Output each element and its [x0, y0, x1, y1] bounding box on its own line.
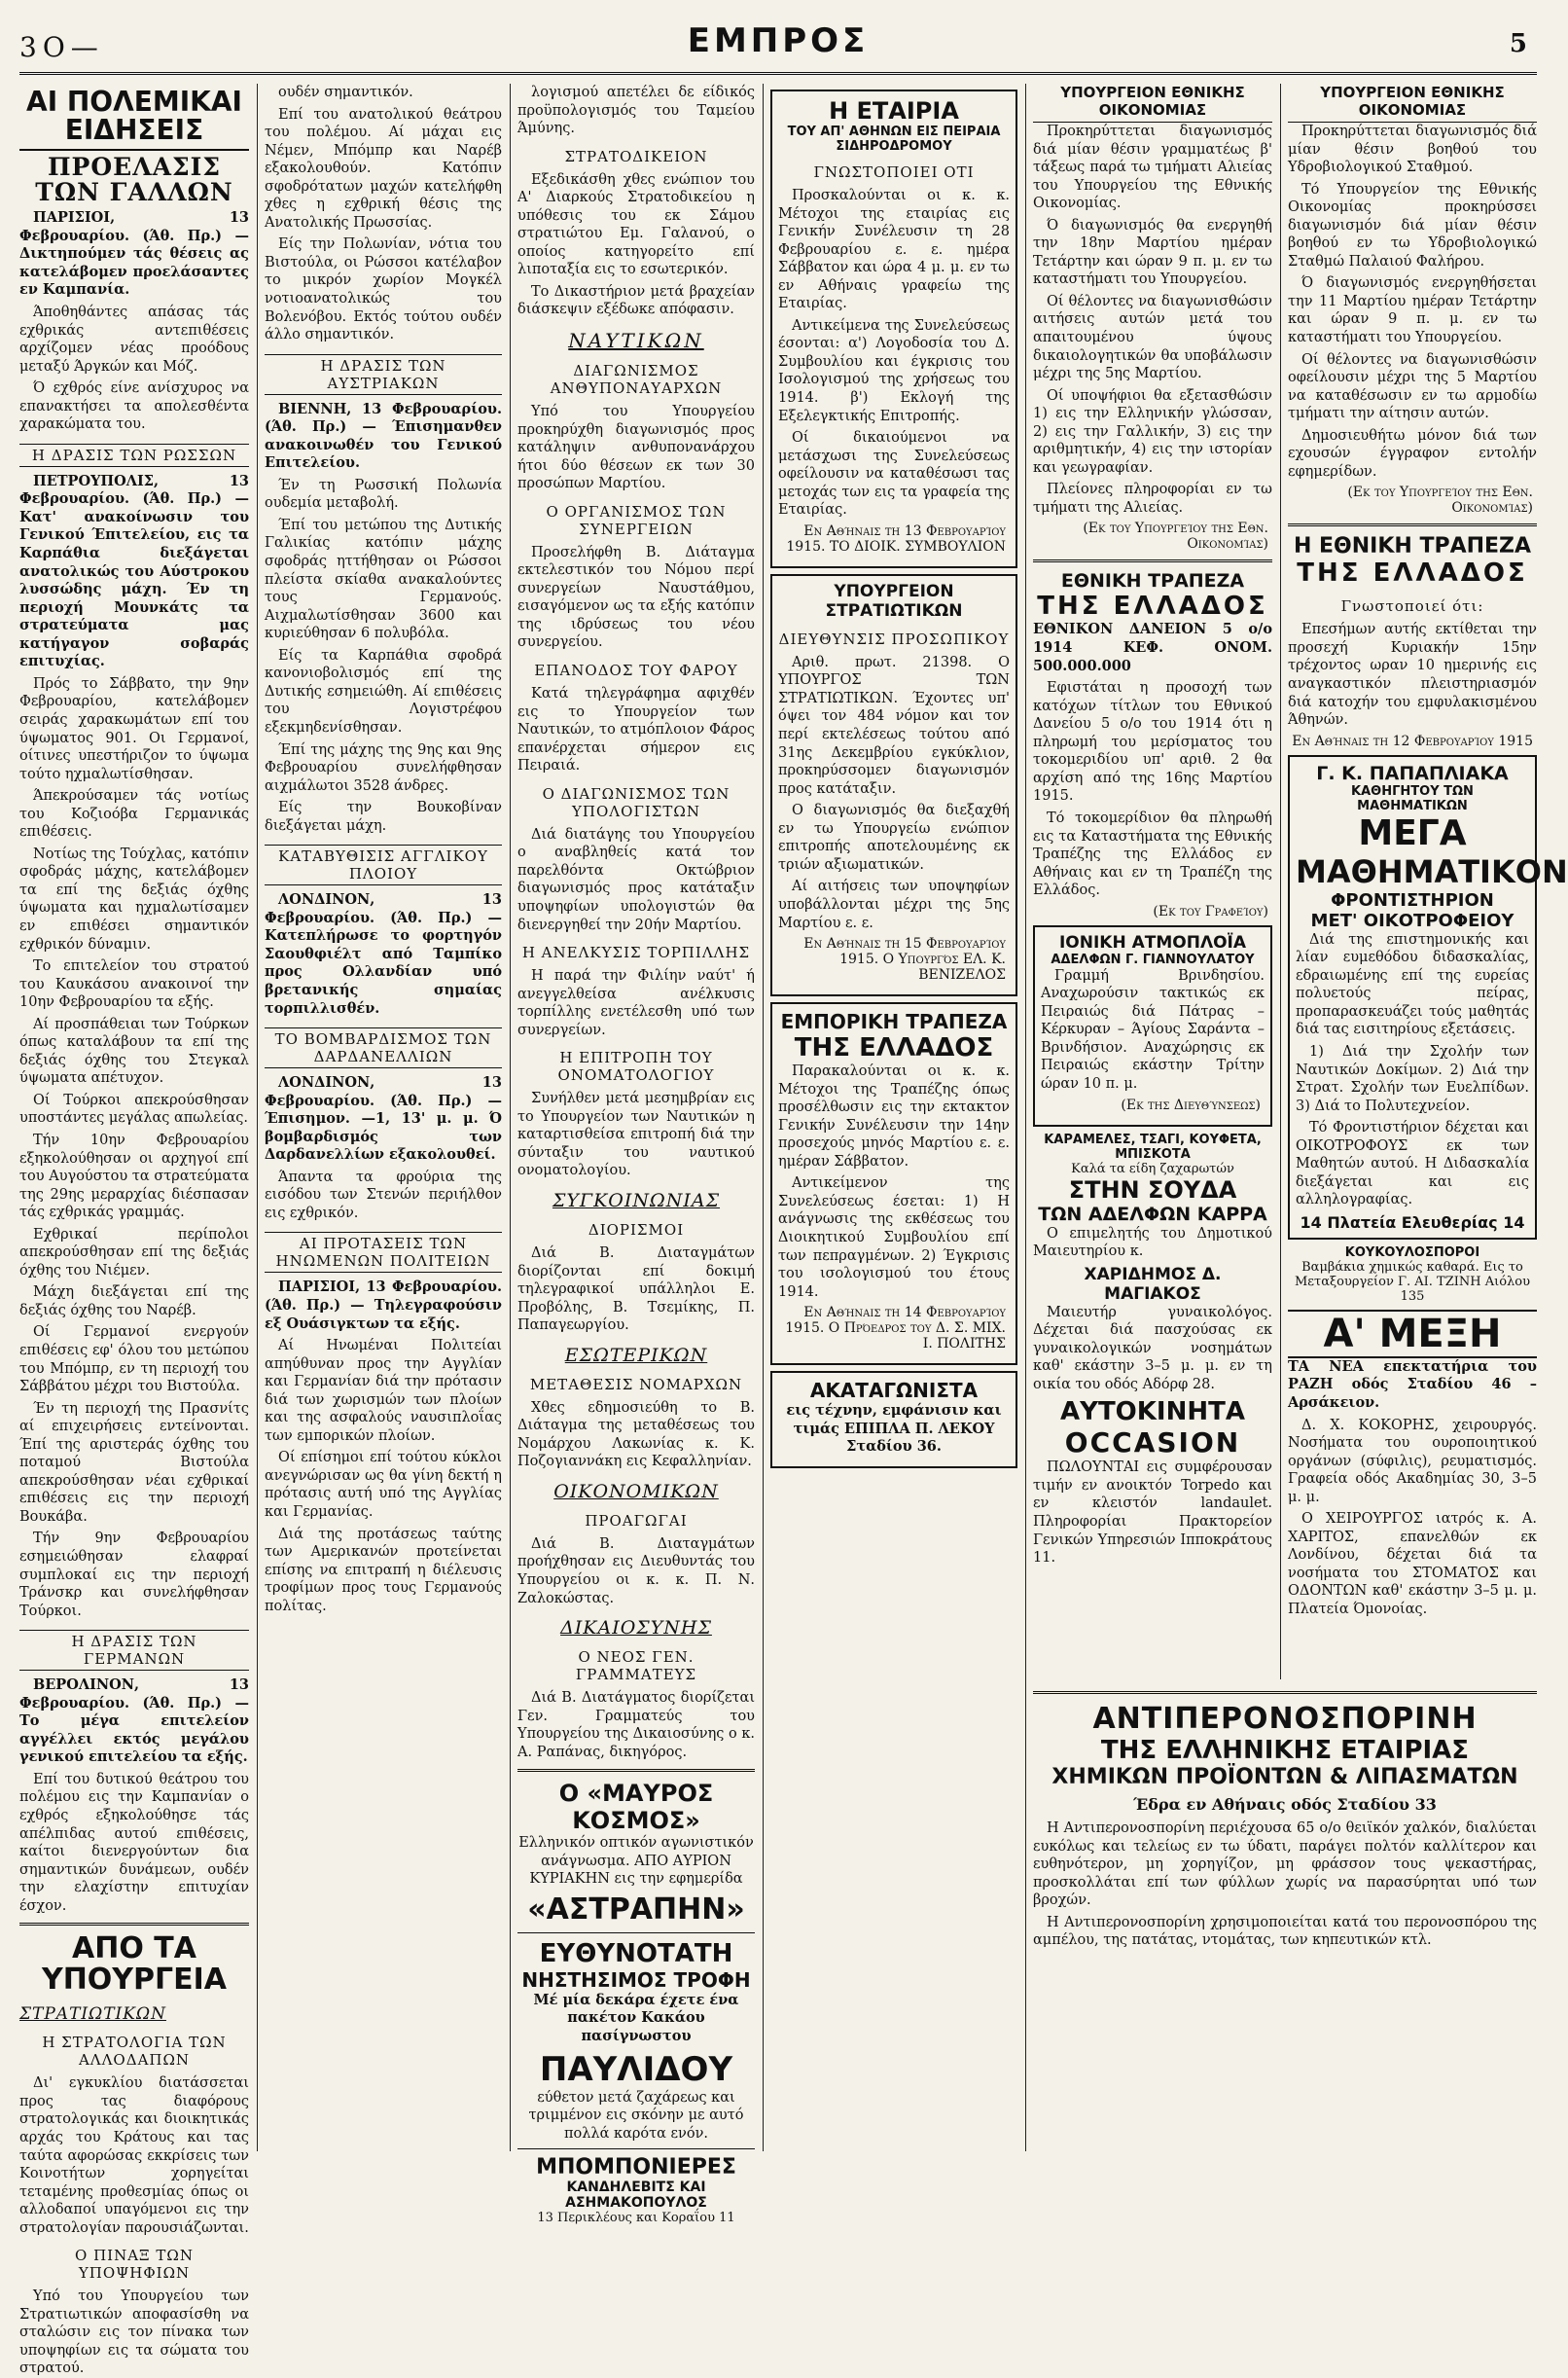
page-number: 5	[1509, 29, 1527, 58]
notice-paragraph: Αί αιτήσεις των υποψηφίων υποβάλλονται μέχρι της 5ης Μαρτίου ε. ε.	[778, 879, 1010, 931]
article-paragraph: Επί του ανατολικού θεάτρου του πολέμου. Αί μάχαι εις Νέμεν, Μπόμπρ και Ναρέβ εξακολουθούν. Κατόπιν σφοδρότατων μαχών κατελήφθη χθες η εχθρική θέσις της Ανατολικής Πρωσσίας.	[265, 106, 502, 231]
article-paragraph: Αί προσπάθειαι των Τούρκων όπως καταλάβουν τα επί της δεξιάς όχθης του Στεγκαλ ύψωματα απέτυχον.	[19, 1016, 249, 1087]
section-heading: Ο ΝΕΟΣ ΓΕΝ. ΓΡΑΜΜΑΤΕΥΣ	[575, 1648, 697, 1684]
notice-heading: ΔΙΕΥΘΥΝΣΙΣ ΠΡΟΣΩΠΙΚΟΥ	[778, 630, 1010, 648]
article-paragraph: Άπεκρούσαμεν τάς νοτίως του Κοζιοόβα Γερμανικάς επιθέσεις.	[19, 788, 249, 841]
article-paragraph: Οί Τούρκοι απεκρούσθησαν υποστάντες μεγάλας απωλείας.	[19, 1092, 249, 1127]
notice-paragraph: Προκηρύττεται διαγωνισμός διά μίαν θέσιν γραμματέως β' τάξεως παρά τω τμήματι Αλιείας του Υπουργείου της Εθνικής Οικονομίας.	[1033, 124, 1272, 212]
notice-paragraph: Επεσήμων αυτής εκτίθεται την προσεχή Κυριακήν 15ην τρέχοντος ωραν 10 ημερινής εις αναγκαστικόν πλειστηριασμόν διά κατοχήν του εμφυλακισμένου Άθηνών.	[1288, 622, 1537, 729]
section-heading: ΕΠΑΝΟΔΟΣ ΤΟΥ ΦΑΡΟΥ	[534, 662, 738, 680]
ad-trofi-heading: ΕΥΘΥΝΟΤΑΤΗ	[539, 1938, 733, 1968]
article-paragraph: Εξεδικάσθη χθες ενώπιον του Α' Διαρκούς Στρατοδικείου η υπόθεσις του εκ Σάμου στρατιώτου Εμ. Γαλανού, ο οποίος κατηγορείτο επί λιποταξία εις το εσωτερικόν.	[517, 171, 755, 278]
column-rule	[257, 84, 258, 2151]
article-paragraph: Χθες εδημοσιεύθη το Β. Διάταγμα της μεταθέσεως του Νομάρχου Λακωνίας κ. Κ. Ποζογιαννάκη εις Κεφαλληνίαν.	[517, 1399, 755, 1470]
article-paragraph: Δι' εγκυκλίου διατάσσεται προς τας διαφόρους στρατολογικάς και διοικητικάς αρχάς του Κράτους και τας ταύτα αφορώσας εκκρίσεις των Κοινοτήτων χορηγείται τεταμένης προθεσμίας όπως οι αλλοδαποί υπαγόμενοι εις την στρατολογίαν παρουσιάζωνται.	[19, 2075, 249, 2236]
article-paragraph: Προσελήφθη Β. Διάταγμα εκτελεστικόν του Νόμου περί συνεργείων Ναυστάθμου, εισαγόμενον ως τα εξής κατόπιν της ιδρύσεως του νέου συνεργείου.	[517, 544, 755, 651]
ad-title: ΑΝΤΙΠΕΡΟΝΟΣΠΟΡΙΝΗ	[1092, 1702, 1478, 1736]
notice-heading: Γνωστοποιεί ότι:	[1340, 597, 1484, 616]
section-heading: Ο ΔΙΑΓΩΝΙΣΜΟΣ ΤΩΝ ΥΠΟΛΟΓΙΣΤΩΝ	[542, 784, 731, 820]
notice-title: Η ΕΤΑΙΡΙΑ	[829, 97, 959, 125]
column-rule	[510, 84, 511, 2151]
ad-text: Η Αντιπερονοσπορίνη περιέχουσα 65 ο/ο θειϊκόν χαλκόν, διαλύεται ευκόλως και τελείως εν τω ύδατι, παράγει πολτόν καλλίτερον και ευθηνότερον, μη χορηγίζον, μη φράσσον τους ψεκαστήρας, προσκολλάται επί των φύλλων χωρίς να παρασύρηται υπό των βροχών.	[1033, 1820, 1537, 1909]
notice-title: ΥΠΟΥΡΓΕΙΟΝ ΕΘΝΙΚΗΣ ΟΙΚΟΝΟΜΙΑΣ	[1033, 84, 1272, 123]
article-paragraph: Έν τη Ρωσσική Πολωνία ουδεμία μεταβολή.	[265, 477, 502, 512]
article-paragraph: ΒΕΡΟΛΙΝΟΝ, 13 Φεβρουαρίου. (Άθ. Πρ.) — Το μέγα επιτελείον αγγέλλει εκτός μεγάλου γενικού επιτελείου τα εξής.	[19, 1676, 249, 1766]
ad-title: ΤΗΣ ΕΛΛΗΝΙΚΗΣ ΕΤΑΙΡΙΑΣ	[1100, 1736, 1470, 1765]
ad-text: ΠΩΛΟΥΝΤΑΙ εις συμφέρουσαν τιμήν εν ανοικτόν Torpedo και εν κλειστόν landaulet. Πληροφορίαι Πρακτορείον Γενικών Υπηρεσιών Ιπποκράτους 11.	[1033, 1459, 1272, 1567]
section-heading: Η ΕΠΙΤΡΟΠΗ ΤΟΥ ΟΝΟΜΑΤΟΛΟΓΙΟΥ	[557, 1049, 715, 1085]
ad-text: Ο ΧΕΙΡΟΥΡΓΟΣ ιατρός κ. Α. ΧΑΡΙΤΟΣ, επανελθών εκ Λονδίνου, δέχεται διά τα νοσήματα του ΣΤΟΜΑΤΟΣ και ΟΔΟΝΤΩΝ καθ' εκάστην 3–5 μ. μ. Πλατεία Όμονοίας.	[1288, 1511, 1537, 1617]
section-heading: ΤΟ ΒΟΜΒΑΡΔΙΣΜΟΣ ΤΩΝ ΔΑΡΔΑΝΕΛΛΙΩΝ	[265, 1027, 502, 1068]
notice-paragraph: Οί θέλοντες να διαγωνισθώσιν αιτήσεις αυτών μετά του απαιτουμένου ύψους δικαιολογητικών θα υποβάλωσιν μέχρι της 5ης Μαρτίου.	[1033, 293, 1272, 382]
ad-title: Γ. Κ. ΠΑΠΑΠΛΙΑΚΑ	[1316, 762, 1509, 784]
notice-paragraph: Αριθ. πρωτ. 21398. Ο ΥΠΟΥΡΓΟΣ ΤΩΝ ΣΤΡΑΤΙΩΤΙΚΩΝ. Έχοντες υπ' όψει τον 484 νόμον και τον περί εκτελέσεως τούτου από 31ης Δεκεμβρίου εγκύκλιον, προκηρύσσομεν διαγωνισμόν προς κατάταξιν.	[778, 654, 1010, 797]
notice-paragraph: Προκηρύττεται διαγωνισμός διά μίαν θέσιν βοηθού του Υδροβιολογικού Σταθμού.	[1288, 124, 1537, 176]
ad-signature: (Εκ της Διευθύνσεως)	[1121, 1097, 1261, 1113]
notice-paragraph: Οί δικαιούμενοι να μετάσχωσι της Συνελεύσεως οφείλουσιν να καταθέσωσι τας μετοχάς των εις τα γραφεία της Εταιρίας.	[778, 430, 1010, 519]
article-paragraph: ουδέν σημαντικόν.	[278, 85, 413, 100]
ad-text: Η Αντιπερονοσπορίνη χρησιμοποιείται κατά του περονοσπόρου της αμπέλου, της πατάτας, ντομάτας, των κηπευτικών κτλ.	[1033, 1914, 1537, 1949]
article-paragraph: ΛΟΝΔΙΝΟΝ, 13 Φεβρουαρίου. (Άθ. Πρ.) — Κατεπλήρωσε το φορτηγόν Σαουθφιέλτ από Ταμπίκο προς Ολλανδίαν υπό βρετανικής σημαίας τορπιλλισθέν.	[265, 891, 502, 1017]
divider	[517, 2148, 755, 2149]
ad-title: ΧΗΜΙΚΩΝ ΠΡΟΪΟΝΤΩΝ & ΛΙΠΑΣΜΑΤΩΝ	[1051, 1765, 1518, 1789]
notice-subtitle: ΤΟΥ ΑΠ' ΑΘΗΝΩΝ ΕΙΣ ΠΕΙΡΑΙΑ ΣΙΔΗΡΟΔΡΟΜΟΥ	[787, 125, 1001, 154]
section-heading: Η ΔΡΑΣΙΣ ΤΩΝ ΡΩΣΣΩΝ	[19, 444, 249, 467]
section-heading: ΣΤΡΑΤΟΔΙΚΕΙΟΝ	[564, 147, 708, 165]
ad-bombonieres-title: ΜΠΟΜΠΟΝΙΕΡΕΣ	[536, 2155, 736, 2180]
article-paragraph: Οί επίσημοι επί τούτου κύκλοι ανεγνώρισαν ως θα γίνη δεκτή η πρότασις αυτή υπό της Αγγλίας και Γερμανίας.	[265, 1450, 502, 1520]
subhead-french-advance: ΠΡΟΕΛΑΣΙΣ ΤΩΝ ΓΑΛΛΩΝ	[35, 152, 233, 207]
ad-text: εις τέχνην, εμφάνισιν και τιμάς ΕΠΙΠΛΑ Π. ΛΕΚΟΥ Σταδίου 36.	[786, 1402, 1002, 1456]
headline-ministries: ΑΠΟ ΤΑ ΥΠΟΥΡΓΕΙΑ	[41, 1931, 228, 1997]
notice-title: ΥΠΟΥΡΓΕΙΟΝ ΕΘΝΙΚΗΣ ΟΙΚΟΝΟΜΙΑΣ	[1288, 84, 1537, 123]
section-heading: ΔΙΚΑΙΟΣΥΝΗΣ	[560, 1617, 712, 1639]
ad-subtitle: ΚΑΘΗΓΗΤΟΥ ΤΩΝ ΜΑΘΗΜΑΤΙΚΩΝ	[1351, 783, 1474, 813]
section-heading: Η ΑΝΕΛΚΥΣΙΣ ΤΟΡΠΙΛΛΗΣ	[521, 944, 751, 962]
article-paragraph: Συνήλθεν μετά μεσημβρίαν εις το Υπουργείον των Ναυτικών η καταρτισθείσα επιτροπή διά την σύνταξιν του ναυτικού ονοματολογίου.	[517, 1091, 755, 1179]
ad-karra-title: ΤΩΝ ΑΔΕΛΦΩΝ ΚΑΡΡΑ	[1038, 1203, 1267, 1225]
ad-text: Γραμμή Βρινδησίου. Αναχωρούσιν τακτικώς εκ Πειραιώς διά Πάτρας – Κέρκυραν – Άγίους Σαράντα – Βρινδήσιον. Αναχώρησις εκ Πειραιώς εκάστην Τρίτην ώραν 10 π. μ.	[1041, 967, 1265, 1092]
notice-paragraph: Ό διαγωνισμός ενεργηθήσεται την 11 Μαρτίου ημέραν Τετάρτην και ώραν 9 π. μ. εν τω καταστήματι του Υπουργείου.	[1288, 275, 1537, 346]
ad-text: Καλά τα είδη ζαχαρωτών	[1071, 1161, 1234, 1176]
notice-paragraph: Αντικείμενα της Συνελεύσεως έσονται: α') Λογοδοσία του Δ. Συμβουλίου και έγκρισις του Ισολογισμού της χρήσεως του 1914. β') Εκλογή της Εξελεγκτικής Επιτροπής.	[778, 317, 1010, 424]
article-paragraph: Άποθηθάντες απάσας τάς εχθρικάς αντεπιθέσεις αρχίζομεν νέας προόδους μεταξύ Άργκών και Μόζ.	[19, 305, 249, 375]
ad-doctor-name: ΧΑΡΙΔΗΜΟΣ Δ. ΜΑΓΙΑΚΟΣ	[1084, 1264, 1222, 1304]
notice-paragraph: Πλείονες πληροφορίαι εν τω τμήματι της Αλιείας.	[1033, 482, 1272, 516]
ad-antiperonosporini	[1033, 1691, 1537, 2151]
notice-paragraph: Εφιστάται η προσοχή των κατόχων τίτλων του Εθνικού Δανείου 5 ο/ο του 1914 ότι η πληρωμή του μερίσματος του τοκομεριδίου υπ' αριθ. 2 θα αρχίση από της 16ης Μαρτίου 1915.	[1033, 680, 1272, 805]
ad-title: ΜΕΓΑ	[1358, 812, 1467, 853]
article-paragraph: ΠΕΤΡΟΥΠΟΛΙΣ, 13 Φεβρουαρίου. (Άθ. Πρ.) — Κατ' ανακοίνωσιν του Γενικού Έπιτελείου, εις τα Καρπάθια διεξάγεται ανατολικώς του Αύστροκου λυσσώδης μάχη. Έν τη περιοχή Μουνκάτς τα στρατεύματα μας κατήγαγον σοβαράς επιτυχίας.	[19, 472, 249, 670]
notice-paragraph: Οί θέλοντες να διαγωνισθώσιν οφείλουσιν μέχρι της 5 Μαρτίου να καταθέσωσιν εν τω αρμοδίω τμήματι την αίτησιν αυτών.	[1288, 351, 1537, 422]
section-heading: ΝΑΥΤΙΚΩΝ	[568, 329, 704, 353]
ad-occasion-title: OCCASION	[1064, 1426, 1241, 1459]
ad-mexi-title: Α' ΜΕΞΗ	[1288, 1310, 1537, 1358]
article-paragraph: Υπό του Υπουργείου των Στρατιωτικών αποφασίσθη να σταλώσιν εις τον πίνακα των υποψηφίων εις τα σώματα του στρατού.	[19, 2288, 249, 2377]
headline-war-news: ΑΙ ΠΟΛΕΜΙΚΑΙ ΕΙΔΗΣΕΙΣ	[19, 88, 249, 151]
section-heading: ΑΙ ΠΡΟΤΑΣΕΙΣ ΤΩΝ ΗΝΩΜΕΝΩΝ ΠΟΛΙΤΕΙΩΝ	[265, 1232, 502, 1273]
divider	[517, 1932, 755, 1933]
newspaper-page	[19, 14, 1568, 2377]
notice-title: Η ΕΘΝΙΚΗ ΤΡΑΠΕΖΑ	[1293, 534, 1532, 559]
notice-title: ΤΗΣ ΕΛΛΑΔΟΣ	[1297, 558, 1528, 589]
notice-signature: Εν Αθήναις τη 13 Φεβρουαρίου 1915. ΤΟ ΔΙΟΙΚ. ΣΥΜΒΟΥΛΙΟΝ	[786, 522, 1006, 555]
article-paragraph: Άπαντα τα φρούρια της εισόδου των Στενών περιήλθον εις εχθρικόν.	[265, 1169, 502, 1221]
article-paragraph: Πρός το Σάββατο, την 9ην Φεβρουαρίου, κατελάβομεν σειράς χαρακωμάτων επί του ύψωματος 901. Οι Γερμανοί, οίτινες υπεστήριζον το ύψωμα τούτο ηχμαλωτίσθησαν.	[19, 675, 249, 782]
notice-paragraph: Δημοσιευθήτω μόνον διά των εχουσών έγγραφον εντολήν εφημερίδων.	[1288, 427, 1537, 480]
notice-paragraph: Τό τοκομερίδιον θα πληρωθή εις τα Καταστήματα της Εθνικής Τραπέζης της Ελλάδος εν Αθήναις και εν τη Τραπέζη της Ελλάδος.	[1033, 810, 1272, 899]
section-heading: ΔΙΟΡΙΣΜΟΙ	[588, 1220, 685, 1239]
ad-text: Βαμβάκια χημικώς καθαρά. Εις το Μεταξουργείον Γ. ΑΙ. ΤΖΙΝΗ Αιόλου 135	[1294, 1259, 1531, 1304]
ad-text: εύθετον μετά ζαχάρεως και τριμμένον εις σκόνην με αυτό πολλά καρότα ενόν.	[528, 2089, 744, 2142]
ad-text: Ελληνικόν οπτικόν αγωνιστικόν ανάγνωσμα. ΑΠΟ ΑΥΡΙΟΝ ΚΥΡΙΑΚΗΝ εις την εφημερίδα	[518, 1835, 754, 1888]
ad-trofi-heading: ΝΗΣΤΗΣΙΜΟΣ ΤΡΟΦΗ	[521, 1967, 751, 1992]
ad-sweets-title: ΚΑΡΑΜΕΛΕΣ, ΤΣΑΓΙ, ΚΟΥΦΕΤΑ, ΜΠΙΣΚΟΤΑ	[1044, 1132, 1262, 1162]
notice-signature: Εν Αθήναις τη 15 Φεβρουαρίου 1915. Ο Υπουργός ΕΛ. Κ. ΒΕΝΙΖΕΛΟΣ	[803, 936, 1006, 984]
column-rule	[1025, 84, 1026, 2151]
section-heading: Η ΔΡΑΣΙΣ ΤΩΝ ΓΕΡΜΑΝΩΝ	[19, 1630, 249, 1671]
ad-text: 1) Διά την Σχολήν των Ναυτικών Δοκίμων. 2) Διά την Στρατ. Σχολήν των Ευελπίδων. 3) Διά το Πολυτεχνείον.	[1296, 1043, 1529, 1114]
column-4	[770, 84, 1017, 2151]
article-paragraph: Επί του δυτικού θεάτρου του πολέμου εις την Καμπανίαν ο εχθρός εξηκολούθησε τάς απέλπιδας αυτού επιθέσεις, καίτοι διενεργούντων δια σημαντικών δυνάμεων, ουδέν την ελαχίστην επιτυχίαν έσχον.	[19, 1771, 249, 1914]
article-paragraph: Το Δικαστήριον μετά βραχείαν διάσκεψιν εξέδωκε απόφασιν.	[517, 283, 755, 318]
article-paragraph: Υπό του Υπουργείου προκηρύχθη διαγωνισμός προς κατάληψιν ανθυπονανάρχου ήτοι δύο θέσεων εκ των 30 προσώπων Μαρτίου.	[517, 404, 755, 492]
ad-address: 14 Πλατεία Ελευθερίας 14	[1300, 1212, 1525, 1232]
masthead-left-mark: 3Ο—	[19, 31, 104, 63]
article-paragraph: Ό εχθρός είνε ανίσχυρος να επανακτήσει τα απολεσθέντα χαρακώματα του.	[19, 380, 249, 433]
column-rule	[763, 84, 764, 2151]
article-paragraph: Είς την Βουκοβίναν διεξάγεται μάχη.	[265, 800, 502, 834]
notice-title: ΕΘΝΙΚΗ ΤΡΑΠΕΖΑ	[1060, 570, 1245, 593]
section-heading: ΟΙΚΟΝΟΜΙΚΩΝ	[553, 1480, 719, 1502]
ad-text: Μαιευτήρ γυναικολόγος. Δέχεται διά πασχούσας εκ γυναικολογικών νοσημάτων καθ' εκάστην 3–5 μ. μ. εν τη οικία του οδός Αδόρφ 28.	[1033, 1304, 1272, 1392]
article-paragraph: λογισμού απετέλει δε είδικός προϋπολογισμός του Ταμείου Άμύνης.	[517, 85, 755, 137]
notice-title: ΕΜΠΟΡΙΚΗ ΤΡΑΠΕΖΑ	[780, 1010, 1008, 1034]
divider	[1033, 559, 1272, 562]
ad-souda-title: ΣΤΗΝ ΣΟΥΔΑ	[1068, 1175, 1237, 1204]
ad-text: ΤΑ ΝΕΑ επεκτατήρια του ΡΑΖΗ οδός Σταδίου 46 – Αρσάκειον.	[1288, 1357, 1537, 1411]
article-paragraph: Οί Γερμανοί ενεργούν επιθέσεις εφ' όλου του μετώπου του Μπόμπρ, εν τη περιοχή του Σάββάτου μέχρι του Βιστούλα.	[19, 1324, 249, 1395]
ad-text: Μέ μία δεκάρα έχετε ένα πακέτον Κακάου πασίγνωστου	[533, 1991, 739, 2044]
section-heading: ΣΤΡΑΤΙΩΤΙΚΩΝ	[19, 2004, 166, 2025]
notice-commercial-bank	[770, 1002, 1017, 1365]
article-paragraph: Τήν 9ην Φεβρουαρίου εσημειώθησαν ελαφραί συμπλοκαί εις την περιοχή Τράνσκρ και συνελήφθησαν Τούρκοι.	[19, 1531, 249, 1619]
notice-signature: (Εκ του Υπουργείου της Εθν. Οικονομίας)	[1347, 485, 1533, 517]
ad-title: ΜΑΘΗΜΑΤΙΚΟΝ	[1296, 852, 1568, 890]
section-heading: Ο ΠΙΝΑΞ ΤΩΝ ΥΠΟΨΗΦΙΩΝ	[75, 2247, 194, 2283]
section-heading: ΚΑΤΑΒΥΘΙΣΙΣ ΑΓΓΛΙΚΟΥ ΠΛΟΙΟΥ	[265, 845, 502, 885]
article-paragraph: ΠΑΡΙΣΙΟΙ, 13 Φεβρουαρίου. (Άθ. Πρ.) — Τηλεγραφούσιν εξ Ουάσιγκτων τα εξής.	[265, 1279, 502, 1332]
ad-text: ΚΑΝΔΗΛΕΒΙΤΣ ΚΑΙ ΑΣΗΜΑΚΟΠΟΥΛΟΣ	[565, 2180, 707, 2212]
notice-heading: ΓΝΩΣΤΟΠΟΙΕΙ ΟΤΙ	[813, 163, 975, 181]
notice-signature: (Εκ του Υπουργείου της Εθν. Οικονομίας)	[1083, 521, 1268, 553]
article-paragraph: Το επιτελείον του στρατού του Καυκάσου ανακοινοί την 10ην Φεβρουαρίου τα εξής.	[19, 958, 249, 1011]
ad-ionian-shipping	[1033, 925, 1272, 1127]
article-paragraph: Η παρά την Φιλίην ναύτ' ή ανεγγελθείσα ανέλκυσις τορπίλλης ενετέλεσθη υπό των συνεργείων.	[517, 968, 755, 1038]
article-paragraph: ΛΟΝΔΙΝΟΝ, 13 Φεβρουαρίου. (Άθ. Πρ.) — Έπισημον. —1, 13' μ. μ. Ό βομβαρδισμός των Δαρδανελλίων εξακολουθεί.	[265, 1074, 502, 1164]
notice-title: ΤΗΣ ΕΛΛΑΔΟΣ	[1037, 592, 1268, 622]
article-paragraph: ΒΙΕΝΝΗ, 13 Φεβρουαρίου. (Άθ. Πρ.) — Έπισημανθεν ανακοινωθέν του Γενικού Επιτελείου.	[265, 400, 502, 472]
column-3	[517, 84, 756, 2226]
ad-text: Τό Φροντιστήριον δέχεται και ΟΙΚΟΤΡΟΦΟΥΣ εκ των Μαθητών αυτού. Η Διδασκαλία διεξάγεται και εις αλληλογραφίας.	[1296, 1120, 1529, 1208]
notice-signature: (Εκ του Γραφείου)	[1153, 903, 1268, 919]
ad-text: Δ. Χ. ΚΟΚΟΡΗΣ, χειρουργός. Νοσήματα του ουροποιητικού οργάνων (σύφιλις), ρευματισμός. Γραφεία οδός Ακαδημίας 30, 3–5 μ. μ.	[1288, 1417, 1537, 1505]
masthead-title: ΕΜΠΡΟΣ	[687, 21, 870, 60]
section-heading: ΣΥΓΚΟΙΝΩΝΙΑΣ	[552, 1189, 721, 1211]
divider	[1288, 523, 1537, 526]
article-paragraph: Τήν 10ην Φεβρουαρίου εξηκολούθησαν οι αρχηγοί επί του Αυγούστου τα στρατεύματα της 29ης μεραρχίας διέσπασαν τάς εχθρικάς γραμμάς.	[19, 1132, 249, 1221]
section-heading: Ο ΟΡΓΑΝΙΣΜΟΣ ΤΩΝ ΣΥΝΕΡΓΕΙΩΝ	[546, 502, 727, 538]
article-paragraph: Έν τη περιοχή της Πρασνίτς αί επιχειρήσεις εντείνονται. Έπί της αριστεράς όχθης του ποταμού Βιστούλα απεκρούσθησαν νέαι εχθρικαί επιθέσεις εις την περιοχή Βουκάβα.	[19, 1400, 249, 1525]
notice-signature: Εν Αθήναις τη 14 Φεβρουαρίου 1915. Ο Πρόεδρος του Δ. Σ. ΜΙΧ. Ι. ΠΟΛΙΤΗΣ	[785, 1305, 1006, 1352]
section-heading: Η ΣΤΡΑΤΟΛΟΓΙΑ ΤΩΝ ΑΛΛΟΔΑΠΩΝ	[42, 2034, 227, 2070]
notice-title: ΤΗΣ ΕΛΛΑΔΟΣ	[794, 1033, 994, 1063]
column-2	[265, 84, 502, 2151]
notice-paragraph: Τό Υπουργείον της Εθνικής Οικονομίας προκηρύσσει διαγωνισμόν διά μίαν θέσιν βοηθού εν τω Υδροβιολογικώ Σταθμώ Παλαιού Φαλήρου.	[1288, 181, 1537, 270]
ad-title: ΙΟΝΙΚΗ ΑΤΜΟΠΛΟΪΑ	[1058, 932, 1247, 953]
divider	[517, 1769, 755, 1772]
section-heading: Η ΔΡΑΣΙΣ ΤΩΝ ΑΥΣΤΡΙΑΚΩΝ	[265, 354, 502, 395]
ad-furniture	[770, 1371, 1017, 1468]
article-paragraph: Νοτίως της Τούχλας, κατόπιν σφοδράς μάχης, κατελάβομεν τα επί της δεξιάς όχθης ύψωματα και ηχμαλωτίσαμεν εν επιθέσει σημαντικόν εχθρικόν δύναμιν.	[19, 846, 249, 953]
article-paragraph: Εχθρικαί περίπολοι απεκρούσθησαν επί της δεξιάς όχθης του Νιέμεν.	[19, 1226, 249, 1279]
article-paragraph: Είς τα Καρπάθια σφοδρά κανονιοβολισμός επί της Δυτικής εσημειώθη. Αί επιθέσεις του Λογιστρέφου εξεκμηδενίσθησαν.	[265, 647, 502, 736]
ad-math-school	[1288, 755, 1568, 1240]
ad-title: ΚΟΥΚΟΥΛΟΣΠΟΡΟΙ	[1344, 1244, 1480, 1260]
section-heading: ΔΙΑΓΩΝΙΣΜΟΣ ΑΝΘΥΠΟΝΑΥΑΡΧΩΝ	[550, 362, 723, 398]
article-paragraph: Μάχη διεξάγεται επί της δεξιάς όχθης του Ναρέβ.	[19, 1284, 249, 1318]
notice-paragraph: Οί υποψήφιοι θα εξετασθώσιν 1) εις την Ελληνικήν γλώσσαν, 2) εις την Γαλλικήν, 3) εις την αριθμητικήν, 4) εις την ιστορίαν και γεωγραφίαν.	[1033, 387, 1272, 476]
column-6	[1288, 84, 1568, 1679]
article-paragraph: ΠΑΡΙΣΙΟΙ, 13 Φεβρουαρίου. (Άθ. Πρ.) — Δικτηπούμεν τάς θέσεις ας κατελάβομεν προελάσαντες εν Καμπανία.	[19, 209, 249, 299]
notice-paragraph: Προσκαλούνται οι κ. κ. Μέτοχοι της εταιρίας εις Γενικήν Συνέλευσιν τη 28 Φεβρουαρίου ε. ε. ημέρα Σάββατον και ώρα 4 μ. μ. εν τω εν Αθήναις γραφείω της Εταιρίας.	[778, 188, 1010, 312]
notice-title: ΥΠΟΥΡΓΕΙΟΝ ΣΤΡΑΤΙΩΤΙΚΩΝ	[825, 581, 963, 621]
ad-cars-title: ΑΥΤΟΚΙΝΗΤΑ	[1060, 1397, 1245, 1427]
article-paragraph: Είς την Πολωνίαν, νότια του Βιστούλα, οι Ρώσσοι κατέλαβον το μικρόν χωρίον Μογκέλ νοτιοανατολικώς του Βολενόβου. Εκτός τούτου ουδέν άλλο σημαντικόν.	[265, 236, 502, 343]
ad-address: 13 Περικλέους και Κοραΐου 11	[537, 2211, 735, 2226]
ad-astrapi-title: «ΑΣΤΡΑΠΗΝ»	[527, 1892, 745, 1927]
notice-signature: Εν Αθήναις τη 12 Φεβρουαρίου 1915	[1292, 733, 1533, 749]
article-paragraph: Έπί του μετώπου της Δυτικής Γαλικίας κατόπιν μάχης σφοδράς ηττήθησαν οι Ρώσσοι πλείστα σκίαθα ανακαλούντες τους Γερμανούς. Αιχμαλωτίσθησαν 3600 και κυριεύθησαν 6 πολυβόλα.	[265, 517, 502, 642]
divider	[19, 1923, 249, 1926]
section-heading: ΠΡΟΑΓΩΓΑΙ	[585, 1511, 688, 1530]
notice-paragraph: Ο διαγωνισμός θα διεξαχθή εν τω Υπουργείω ενώπιον επιτροπής αποτελουμένης εκ τριών αξιωματικών.	[778, 803, 1010, 873]
ad-title: ΑΚΑΤΑΓΩΝΙΣΤΑ	[809, 1379, 979, 1403]
ad-mavros-kosmos-title: Ο «ΜΑΥΡΟΣ ΚΟΣΜΟΣ»	[558, 1780, 714, 1835]
article-paragraph: Αί Ηνωμέναι Πολιτείαι απηύθυναν προς την Αγγλίαν και Γερμανίαν διά την πρότασιν διά των χωρισμών των πλοίων και της ασφαλούς ναυσιπλοΐας των εμπορικών πλοίων.	[265, 1338, 502, 1444]
notice-paragraph: Ό διαγωνισμός θα ενεργηθή την 18ην Μαρτίου ημέραν Τετάρτην και ώραν 9 π. μ. εν τω καταστήματι του Υπουργείου.	[1033, 217, 1272, 288]
article-paragraph: Έπί της μάχης της 9ης και 9ης Φεβρουαρίου συνελήφθησαν αιχμάλωτοι 3528 άνδρες.	[265, 741, 502, 794]
column-5	[1033, 84, 1272, 1679]
ad-address: Έδρα εν Αθήναις οδός Σταδίου 33	[1133, 1795, 1437, 1814]
column-rule	[1280, 84, 1281, 1679]
section-heading: ΜΕΤΑΘΕΣΙΣ ΝΟΜΑΡΧΩΝ	[529, 1375, 743, 1393]
article-paragraph: Διά διατάγης του Υπουργείου ο αναβληθείς κατά τον παρελθόντα Οκτώβριον διαγωνισμός προς κατάταξιν υποψηφίων υπολογιστών θα διενεργηθεί την 20ήν Μαρτίου.	[517, 826, 755, 933]
article-paragraph: Διά Β. Διαταγμάτων προήχθησαν εις Διευθυντάς του Υπουργείου οι κ. κ. Π. Ν. Ζαλοκώστας.	[517, 1535, 755, 1606]
ad-subtitle: ΜΕΤ' ΟΙΚΟΤΡΟΦΕΙΟΥ	[1310, 910, 1515, 931]
notice-paragraph: Παρακαλούνται οι κ. κ. Μέτοχοι της Τραπέζης όπως προσέλθωσιν εις την εκτακτον Γενικήν Συνέλευσιν την 14ην προσεχούς μηνός Μαρτίου ε. ε. ημέραν Σάββατον.	[778, 1063, 1010, 1170]
ad-text: Διά της επιστημονικής και λίαν ευμεθόδου διδασκαλίας, εδραιωμένης επί της ευρείας πολυετούς πείρας, προπαρασκευάζει τούς μαθητάς διά τας εισιτηρίους εξετάσεις.	[1296, 931, 1529, 1038]
notice-ministry-military	[770, 574, 1017, 996]
ad-subtitle: ΦΡΟΝΤΙΣΤΗΡΙΟΝ	[1331, 889, 1494, 911]
notice-paragraph: ΕΘΝΙΚΟΝ ΔΑΝΕΙΟΝ 5 ο/ο 1914 ΚΕΦ. ΟΝΟΜ. 500.000.000	[1033, 621, 1272, 674]
section-heading: ΕΣΩΤΕΡΙΚΩΝ	[564, 1344, 708, 1366]
masthead	[19, 14, 1537, 75]
article-paragraph: Διά της προτάσεως ταύτης των Αμερικανών προτείνεται επίσης να επιτραπή η διέλευσις τροφίμων προς τους Γερμανούς πολίτας.	[265, 1526, 502, 1614]
ad-pavlidou-title: ΠΑΥΛΙΔΟΥ	[539, 2049, 733, 2089]
article-paragraph: Διά Β. Διαταγμάτων διορίζονται επί δοκιμή τηλεγραφικοί υπάλληλοι Ε. Προβόλης, Β. Τσεμίκης, Π. Παπαγεωργίου.	[517, 1244, 755, 1334]
ad-subtitle: ΑΔΕΛΦΩΝ Γ. ΓΙΑΝΝΟΥΛΑΤΟΥ	[1051, 952, 1255, 967]
article-paragraph: Διά Β. Διατάγματος διορίζεται Γεν. Γραμματεύς του Υπουργείου της Δικαιοσύνης ο κ. Α. Ραπάνας, δικηγόρος.	[517, 1690, 756, 1760]
ad-text: Ο επιμελητής του Δημοτικού Μαιευτηρίου κ.	[1033, 1225, 1272, 1260]
article-paragraph: Κατά τηλεγράφημα αφιχθέν εις το Υπουργείον των Ναυτικών, το ατμόπλοιον Φάρος επανέρχεται σήμερον εις Πειραιά.	[517, 686, 755, 775]
column-1	[19, 84, 249, 2377]
notice-paragraph: Αντικείμενον της Συνελεύσεως έσεται: 1) Η ανάγνωσις της εκθέσεως του Διοικητικού Συμβουλίου επί των πεπραγμένων. 2) Έγκρισις του ισολογισμού του έτους 1914.	[778, 1175, 1010, 1300]
notice-railway-company	[770, 90, 1017, 568]
